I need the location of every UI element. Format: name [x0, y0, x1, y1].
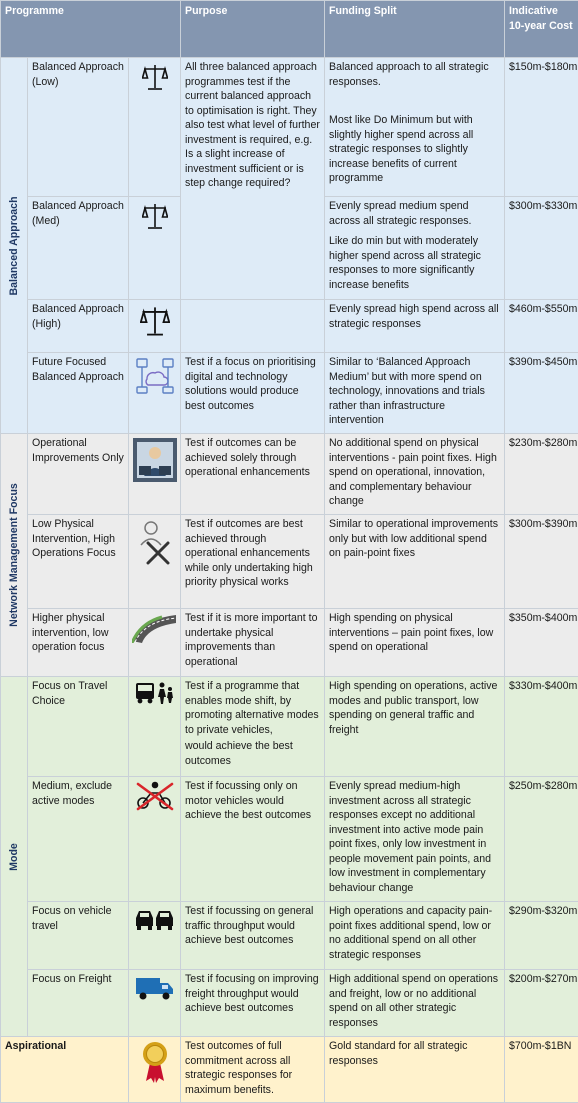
funding-split: Evenly spread medium-high investment across all strategic responses except no additional investment into active mode pain point fixes, only low investment in people movement pain points, and low investment in complementary behaviour change: [325, 777, 505, 902]
cost: $150m-$180m: [505, 58, 578, 197]
row-aspirational: [1, 1037, 578, 1103]
programme-name: Balanced Approach (High): [28, 300, 129, 353]
purpose-line-1: Test if a programme that enables mode shift, by promoting alternative modes to private vehicles,: [185, 679, 320, 737]
header-cost: Indicative 10-year Cost: [505, 1, 578, 58]
row-low-physical: [1, 515, 578, 609]
row-freight: [1, 970, 578, 1037]
purpose: Test if focussing on general traffic throughput would achieve best outcomes: [181, 902, 325, 970]
cost: $460m-$550m: [505, 300, 578, 353]
cost: $290m-$320m: [505, 902, 578, 970]
header-row: [1, 1, 578, 58]
funding-split: Gold standard for all strategic responses: [325, 1037, 505, 1103]
group-network: [1, 434, 28, 677]
funding-split: Similar to operational improvements only but with low additional spend on pain-point fixes: [325, 515, 505, 609]
funding-split: [325, 197, 505, 300]
digital-network-icon: [129, 353, 181, 434]
purpose: Test if focussing only on motor vehicles would achieve the best outcomes: [181, 777, 325, 902]
cost: $200m-$270m: [505, 970, 578, 1037]
row-medium-exclude: [1, 777, 578, 902]
funding-line-2: Like do min but with moderately higher spend across all strategic responses to more significantly increase benefits: [329, 234, 500, 292]
funding-line-2: Most like Do Minimum but with slightly higher spend across all strategic responses to slightly increase benefits of current programme: [329, 113, 500, 186]
operator-desk-icon: [129, 434, 181, 515]
cost: $330m-$400m: [505, 677, 578, 777]
cost: $700m-$1BN: [505, 1037, 578, 1103]
funding-line-1: Balanced approach to all strategic responses.: [329, 60, 500, 89]
programme-name: Balanced Approach (Low): [28, 58, 129, 197]
funding-split: Similar to ‘Balanced Approach Medium’ but with more spend on technology, innovations and trials rather than infrastructure intervention: [325, 353, 505, 434]
group-label-balanced: Balanced Approach: [7, 196, 22, 295]
cost: $250m-$280m: [505, 777, 578, 902]
cost: $390m-$450m: [505, 353, 578, 434]
cost: $300m-$330m: [505, 197, 578, 300]
funding-split: No additional spend on physical interventions - pain point fixes. High spend on operational, innovation, and complementary behaviour change: [325, 434, 505, 515]
purpose: [181, 677, 325, 777]
group-label-aspirational: Aspirational: [1, 1037, 129, 1103]
cost: $300m-$390m: [505, 515, 578, 609]
row-balanced-high: [1, 300, 578, 353]
cars-icon: [129, 902, 181, 970]
balance-scale-icon: [129, 197, 181, 300]
cost: $350m-$400m: [505, 609, 578, 677]
funding-split: High spending on operations, active modes and public transport, low spending on general traffic and freight: [325, 677, 505, 777]
balance-scale-icon: [129, 300, 181, 353]
worker-tools-icon: [129, 515, 181, 609]
funding-line-1: Evenly spread medium spend across all strategic responses.: [329, 199, 500, 228]
purpose: Test if outcomes can be achieved solely through operational enhancements: [181, 434, 325, 515]
no-walk-bike-icon: [129, 777, 181, 902]
funding-split: [325, 58, 505, 197]
purpose-balanced: All three balanced approach programmes test if the current balanced approach to optimisation is right. They also test what level of further investment is required, e.g. Is a slight increase of investment sufficient or is step change required?: [181, 58, 325, 300]
funding-split: High additional spend on operations and freight, low or no additional spend on all other strategic responses: [325, 970, 505, 1037]
purpose: Test if outcomes are best achieved through operational enhancements while only undertaking high priority physical works: [181, 515, 325, 609]
road-icon: [129, 609, 181, 677]
row-travel-choice: [1, 677, 578, 777]
programme-name: Operational Improvements Only: [28, 434, 129, 515]
group-balanced: [1, 58, 28, 434]
programme-name: Focus on Freight: [28, 970, 129, 1037]
header-programme: Programme: [1, 1, 181, 58]
header-purpose: Purpose: [181, 1, 325, 58]
purpose: Test outcomes of full commitment across all strategic responses for maximum benefits.: [181, 1037, 325, 1103]
purpose-line-2: would achieve the best outcomes: [185, 739, 320, 768]
programme-name: Higher physical intervention, low operation focus: [28, 609, 129, 677]
purpose: Test if a focus on prioritising digital and technology solutions would produce best outcomes: [181, 353, 325, 434]
row-future-focused: [1, 353, 578, 434]
programme-name: Medium, exclude active modes: [28, 777, 129, 902]
row-higher-physical: [1, 609, 578, 677]
purpose: Test if focusing on improving freight throughput would achieve best outcomes: [181, 970, 325, 1037]
bus-walk-icon: [129, 677, 181, 777]
group-mode: [1, 677, 28, 1037]
group-label-network: Network Management Focus: [7, 483, 22, 627]
programme-name: Balanced Approach (Med): [28, 197, 129, 300]
programme-name: Future Focused Balanced Approach: [28, 353, 129, 434]
programme-name: Low Physical Intervention, High Operations Focus: [28, 515, 129, 609]
header-funding: Funding Split: [325, 1, 505, 58]
funding-split: Evenly spread high spend across all strategic responses: [325, 300, 505, 353]
funding-split: High spending on physical interventions – pain point fixes, low spend on operational: [325, 609, 505, 677]
balance-scale-icon: [129, 58, 181, 197]
gold-medal-icon: [129, 1037, 181, 1103]
cost: $230m-$280m: [505, 434, 578, 515]
funding-split: High operations and capacity pain-point fixes additional spend, low or no additional spend on all other strategic responses: [325, 902, 505, 970]
programme-name: Focus on vehicle travel: [28, 902, 129, 970]
row-vehicle-travel: [1, 902, 578, 970]
purpose: Test if it is more important to undertake physical improvements than operational: [181, 609, 325, 677]
truck-icon: [129, 970, 181, 1037]
purpose-empty: [181, 300, 325, 353]
row-ops-only: [1, 434, 578, 515]
row-balanced-low: [1, 58, 578, 197]
programme-name: Focus on Travel Choice: [28, 677, 129, 777]
group-label-mode: Mode: [7, 843, 22, 871]
